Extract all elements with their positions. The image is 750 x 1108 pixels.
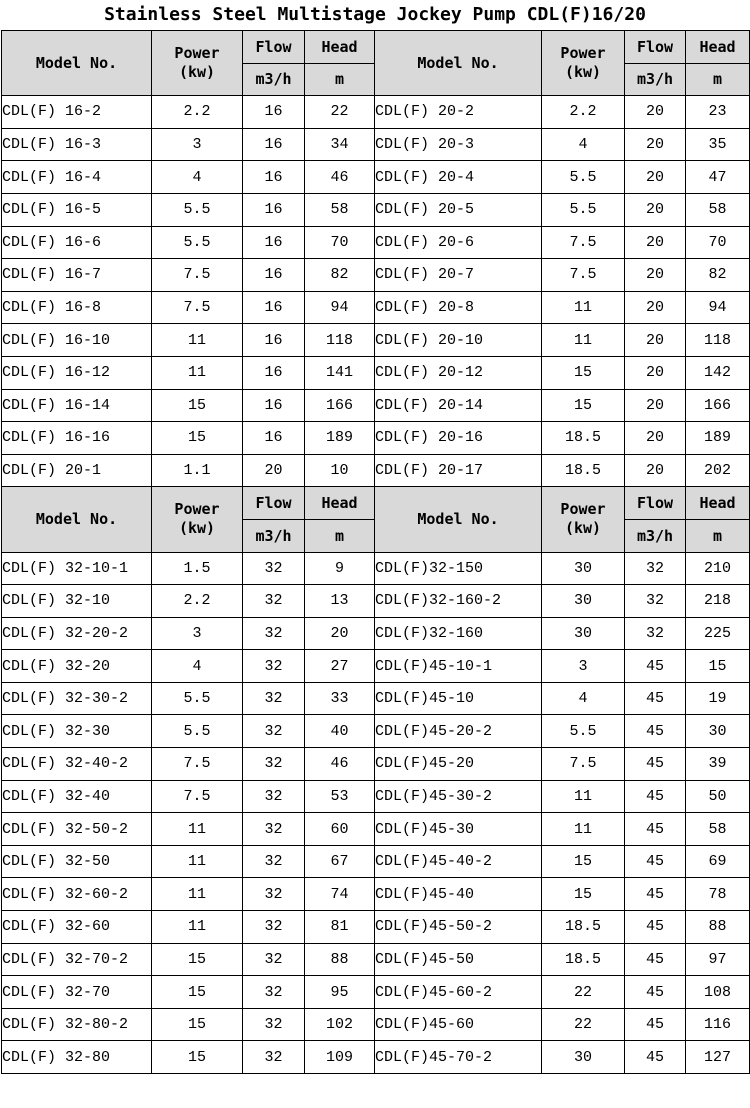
flow-cell: 32 [243,715,305,748]
flow-cell: 32 [625,552,686,585]
power-cell: 15 [152,1008,243,1041]
power-cell: 4 [542,682,625,715]
flow-cell: 32 [243,552,305,585]
table-row [2,976,750,1009]
flow-cell: 45 [625,748,686,781]
flow-cell: 32 [243,976,305,1009]
head-cell: 20 [305,617,375,650]
flow-cell: 20 [243,454,305,487]
head-cell: 82 [305,259,375,292]
header-row [2,31,750,64]
model-cell: CDL(F)45-50 [375,943,542,976]
model-cell: CDL(F)45-20-2 [375,715,542,748]
table-row [2,617,750,650]
flow-unit: m3/h [243,63,305,96]
head-header: Head [686,31,750,64]
table-row [2,943,750,976]
flow-cell: 32 [243,780,305,813]
model-cell: CDL(F) 20-16 [375,422,542,455]
model-cell: CDL(F) 20-14 [375,389,542,422]
head-cell: 58 [305,193,375,226]
model-cell: CDL(F) 16-12 [2,356,152,389]
power-cell: 11 [542,324,625,357]
flow-cell: 32 [243,585,305,618]
flow-cell: 32 [243,813,305,846]
flow-cell: 16 [243,128,305,161]
model-cell: CDL(F)45-40 [375,878,542,911]
flow-cell: 16 [243,422,305,455]
head-cell: 47 [686,161,750,194]
flow-cell: 20 [625,259,686,292]
head-cell: 202 [686,454,750,487]
head-cell: 46 [305,161,375,194]
model-cell: CDL(F) 16-7 [2,259,152,292]
head-cell: 218 [686,585,750,618]
model-cell: CDL(F) 32-70-2 [2,943,152,976]
model-cell: CDL(F) 32-80-2 [2,1008,152,1041]
header-row [2,487,750,520]
flow-cell: 20 [625,96,686,129]
model-cell: CDL(F) 32-10 [2,585,152,618]
model-cell: CDL(F)32-150 [375,552,542,585]
table-row [2,682,750,715]
power-cell: 11 [152,911,243,944]
flow-cell: 32 [243,911,305,944]
power-cell: 2.2 [152,585,243,618]
flow-cell: 32 [243,943,305,976]
power-label: Power [174,44,220,63]
flow-cell: 16 [243,389,305,422]
flow-cell: 32 [243,748,305,781]
power-cell: 7.5 [152,291,243,324]
power-cell: 7.5 [542,226,625,259]
power-cell: 4 [152,161,243,194]
power-cell: 15 [542,845,625,878]
model-cell: CDL(F) 32-40-2 [2,748,152,781]
model-header: Model No. [375,31,542,96]
flow-cell: 32 [243,617,305,650]
model-cell: CDL(F) 16-2 [2,96,152,129]
model-cell: CDL(F)45-30 [375,813,542,846]
flow-header: Flow [243,487,305,520]
model-cell: CDL(F) 20-6 [375,226,542,259]
model-cell: CDL(F) 32-70 [2,976,152,1009]
power-cell: 5.5 [152,226,243,259]
power-cell: 5.5 [542,161,625,194]
power-cell: 11 [542,780,625,813]
model-cell: CDL(F) 20-7 [375,259,542,292]
power-header [152,487,243,552]
table-row [2,748,750,781]
table-row [2,161,750,194]
model-header: Model No. [375,487,542,552]
head-cell: 30 [686,715,750,748]
flow-cell: 45 [625,650,686,683]
head-unit: m [305,519,375,552]
head-cell: 189 [305,422,375,455]
power-cell: 7.5 [152,748,243,781]
model-cell: CDL(F) 16-5 [2,193,152,226]
head-header: Head [305,31,375,64]
power-cell: 3 [152,617,243,650]
flow-cell: 16 [243,324,305,357]
model-header: Model No. [2,487,152,552]
head-cell: 166 [305,389,375,422]
flow-cell: 32 [243,1008,305,1041]
model-cell: CDL(F) 32-80 [2,1041,152,1074]
power-cell: 30 [542,1041,625,1074]
head-cell: 81 [305,911,375,944]
power-cell: 30 [542,617,625,650]
table-row [2,1008,750,1041]
flow-cell: 32 [243,682,305,715]
head-unit: m [305,63,375,96]
flow-cell: 20 [625,422,686,455]
flow-unit: m3/h [243,519,305,552]
flow-header: Flow [625,487,686,520]
power-cell: 7.5 [152,259,243,292]
table-row [2,356,750,389]
page-title: Stainless Steel Multistage Jockey Pump CDL(F)16/20 [104,4,646,25]
head-cell: 39 [686,748,750,781]
model-cell: CDL(F) 32-60-2 [2,878,152,911]
flow-cell: 20 [625,291,686,324]
power-cell: 15 [152,422,243,455]
table-row [2,454,750,487]
head-cell: 97 [686,943,750,976]
model-cell: CDL(F) 32-20-2 [2,617,152,650]
flow-cell: 16 [243,226,305,259]
flow-cell: 20 [625,324,686,357]
power-cell: 11 [152,845,243,878]
head-cell: 82 [686,259,750,292]
model-cell: CDL(F)45-40-2 [375,845,542,878]
model-cell: CDL(F) 16-6 [2,226,152,259]
power-cell: 11 [152,878,243,911]
head-cell: 15 [686,650,750,683]
table-row [2,585,750,618]
head-cell: 116 [686,1008,750,1041]
model-cell: CDL(F) 16-16 [2,422,152,455]
model-cell: CDL(F) 32-50-2 [2,813,152,846]
head-cell: 19 [686,682,750,715]
head-cell: 27 [305,650,375,683]
power-cell: 18.5 [542,943,625,976]
model-cell: CDL(F)32-160-2 [375,585,542,618]
power-header [152,31,243,96]
table-row [2,780,750,813]
head-cell: 88 [305,943,375,976]
flow-cell: 45 [625,813,686,846]
flow-cell: 16 [243,356,305,389]
model-cell: CDL(F) 20-3 [375,128,542,161]
model-cell: CDL(F)45-50-2 [375,911,542,944]
head-cell: 23 [686,96,750,129]
power-label: Power [560,44,606,63]
model-cell: CDL(F)45-20 [375,748,542,781]
head-cell: 50 [686,780,750,813]
flow-cell: 45 [625,715,686,748]
model-cell: CDL(F) 20-5 [375,193,542,226]
flow-cell: 45 [625,878,686,911]
flow-header: Flow [243,31,305,64]
table-row [2,422,750,455]
flow-cell: 32 [243,1041,305,1074]
model-cell: CDL(F) 32-30 [2,715,152,748]
head-cell: 40 [305,715,375,748]
head-cell: 141 [305,356,375,389]
power-cell: 7.5 [542,748,625,781]
flow-cell: 45 [625,1008,686,1041]
model-cell: CDL(F)45-10 [375,682,542,715]
power-cell: 15 [542,878,625,911]
model-cell: CDL(F) 20-8 [375,291,542,324]
flow-cell: 16 [243,96,305,129]
model-cell: CDL(F)45-60-2 [375,976,542,1009]
model-cell: CDL(F) 20-1 [2,454,152,487]
head-cell: 127 [686,1041,750,1074]
head-cell: 70 [686,226,750,259]
flow-cell: 45 [625,845,686,878]
flow-cell: 20 [625,356,686,389]
power-cell: 18.5 [542,422,625,455]
power-cell: 18.5 [542,911,625,944]
head-unit: m [686,519,750,552]
head-cell: 102 [305,1008,375,1041]
model-cell: CDL(F) 32-10-1 [2,552,152,585]
power-cell: 3 [152,128,243,161]
head-cell: 69 [686,845,750,878]
head-cell: 9 [305,552,375,585]
power-cell: 5.5 [542,715,625,748]
table-row [2,650,750,683]
model-cell: CDL(F)45-30-2 [375,780,542,813]
table-row [2,128,750,161]
head-cell: 35 [686,128,750,161]
power-cell: 7.5 [152,780,243,813]
power-cell: 11 [542,291,625,324]
head-cell: 142 [686,356,750,389]
power-cell: 22 [542,976,625,1009]
head-cell: 34 [305,128,375,161]
table-body [2,31,750,1074]
model-cell: CDL(F) 16-10 [2,324,152,357]
flow-unit: m3/h [625,519,686,552]
head-cell: 166 [686,389,750,422]
power-cell: 15 [542,389,625,422]
table-row [2,845,750,878]
power-cell: 30 [542,585,625,618]
head-cell: 60 [305,813,375,846]
pump-spec-table [1,30,750,1074]
head-cell: 210 [686,552,750,585]
table-row [2,389,750,422]
head-cell: 13 [305,585,375,618]
head-cell: 74 [305,878,375,911]
table-row [2,1041,750,1074]
table-row [2,324,750,357]
head-cell: 53 [305,780,375,813]
power-cell: 11 [152,356,243,389]
flow-header: Flow [625,31,686,64]
flow-cell: 16 [243,193,305,226]
head-header: Head [686,487,750,520]
head-cell: 118 [305,324,375,357]
power-cell: 11 [542,813,625,846]
model-cell: CDL(F) 32-50 [2,845,152,878]
model-cell: CDL(F)45-70-2 [375,1041,542,1074]
flow-cell: 16 [243,161,305,194]
flow-cell: 45 [625,976,686,1009]
model-cell: CDL(F)45-60 [375,1008,542,1041]
flow-unit: m3/h [625,63,686,96]
model-cell: CDL(F) 20-4 [375,161,542,194]
model-cell: CDL(F)32-160 [375,617,542,650]
head-cell: 108 [686,976,750,1009]
head-cell: 78 [686,878,750,911]
flow-cell: 20 [625,193,686,226]
flow-cell: 45 [625,943,686,976]
power-label: Power [174,500,220,519]
model-cell: CDL(F) 20-10 [375,324,542,357]
flow-cell: 20 [625,389,686,422]
power-cell: 11 [152,324,243,357]
power-cell: 15 [152,976,243,1009]
flow-cell: 20 [625,226,686,259]
table-row [2,96,750,129]
head-cell: 95 [305,976,375,1009]
power-header [542,31,625,96]
flow-cell: 32 [243,878,305,911]
power-cell: 15 [152,943,243,976]
power-cell: 3 [542,650,625,683]
head-cell: 10 [305,454,375,487]
head-header: Head [305,487,375,520]
flow-cell: 45 [625,911,686,944]
power-cell: 15 [152,389,243,422]
power-cell: 15 [542,356,625,389]
flow-cell: 32 [625,617,686,650]
table-row [2,813,750,846]
head-cell: 33 [305,682,375,715]
flow-cell: 32 [243,650,305,683]
power-unit: (kw) [564,63,602,82]
table-row [2,878,750,911]
power-unit: (kw) [564,519,602,538]
flow-cell: 20 [625,128,686,161]
power-unit: (kw) [178,63,216,82]
power-cell: 30 [542,552,625,585]
table-row [2,193,750,226]
head-cell: 22 [305,96,375,129]
table-row [2,291,750,324]
model-cell: CDL(F) 32-30-2 [2,682,152,715]
model-cell: CDL(F) 16-4 [2,161,152,194]
head-cell: 118 [686,324,750,357]
model-cell: CDL(F) 32-20 [2,650,152,683]
power-cell: 22 [542,1008,625,1041]
table-row [2,911,750,944]
flow-cell: 45 [625,780,686,813]
table-row [2,552,750,585]
head-cell: 94 [305,291,375,324]
power-cell: 18.5 [542,454,625,487]
table-row [2,259,750,292]
flow-cell: 45 [625,1041,686,1074]
power-cell: 15 [152,1041,243,1074]
head-cell: 109 [305,1041,375,1074]
head-cell: 67 [305,845,375,878]
head-cell: 225 [686,617,750,650]
flow-cell: 20 [625,161,686,194]
power-cell: 2.2 [152,96,243,129]
head-cell: 58 [686,813,750,846]
flow-cell: 32 [243,845,305,878]
power-cell: 5.5 [152,193,243,226]
power-cell: 5.5 [152,682,243,715]
power-cell: 1.1 [152,454,243,487]
table-row [2,715,750,748]
head-cell: 46 [305,748,375,781]
model-cell: CDL(F) 16-8 [2,291,152,324]
power-cell: 5.5 [542,193,625,226]
model-cell: CDL(F) 20-17 [375,454,542,487]
power-cell: 7.5 [542,259,625,292]
power-cell: 2.2 [542,96,625,129]
head-cell: 94 [686,291,750,324]
model-cell: CDL(F) 32-60 [2,911,152,944]
power-cell: 5.5 [152,715,243,748]
model-cell: CDL(F) 20-2 [375,96,542,129]
power-cell: 11 [152,813,243,846]
power-header [542,487,625,552]
model-cell: CDL(F) 16-3 [2,128,152,161]
power-label: Power [560,500,606,519]
flow-cell: 45 [625,682,686,715]
model-cell: CDL(F) 20-12 [375,356,542,389]
power-unit: (kw) [178,519,216,538]
head-cell: 88 [686,911,750,944]
head-cell: 58 [686,193,750,226]
head-cell: 70 [305,226,375,259]
power-cell: 4 [152,650,243,683]
model-cell: CDL(F) 32-40 [2,780,152,813]
power-cell: 4 [542,128,625,161]
flow-cell: 20 [625,454,686,487]
power-cell: 1.5 [152,552,243,585]
flow-cell: 16 [243,259,305,292]
flow-cell: 16 [243,291,305,324]
model-header: Model No. [2,31,152,96]
head-cell: 189 [686,422,750,455]
flow-cell: 32 [625,585,686,618]
table-row [2,226,750,259]
model-cell: CDL(F)45-10-1 [375,650,542,683]
model-cell: CDL(F) 16-14 [2,389,152,422]
head-unit: m [686,63,750,96]
